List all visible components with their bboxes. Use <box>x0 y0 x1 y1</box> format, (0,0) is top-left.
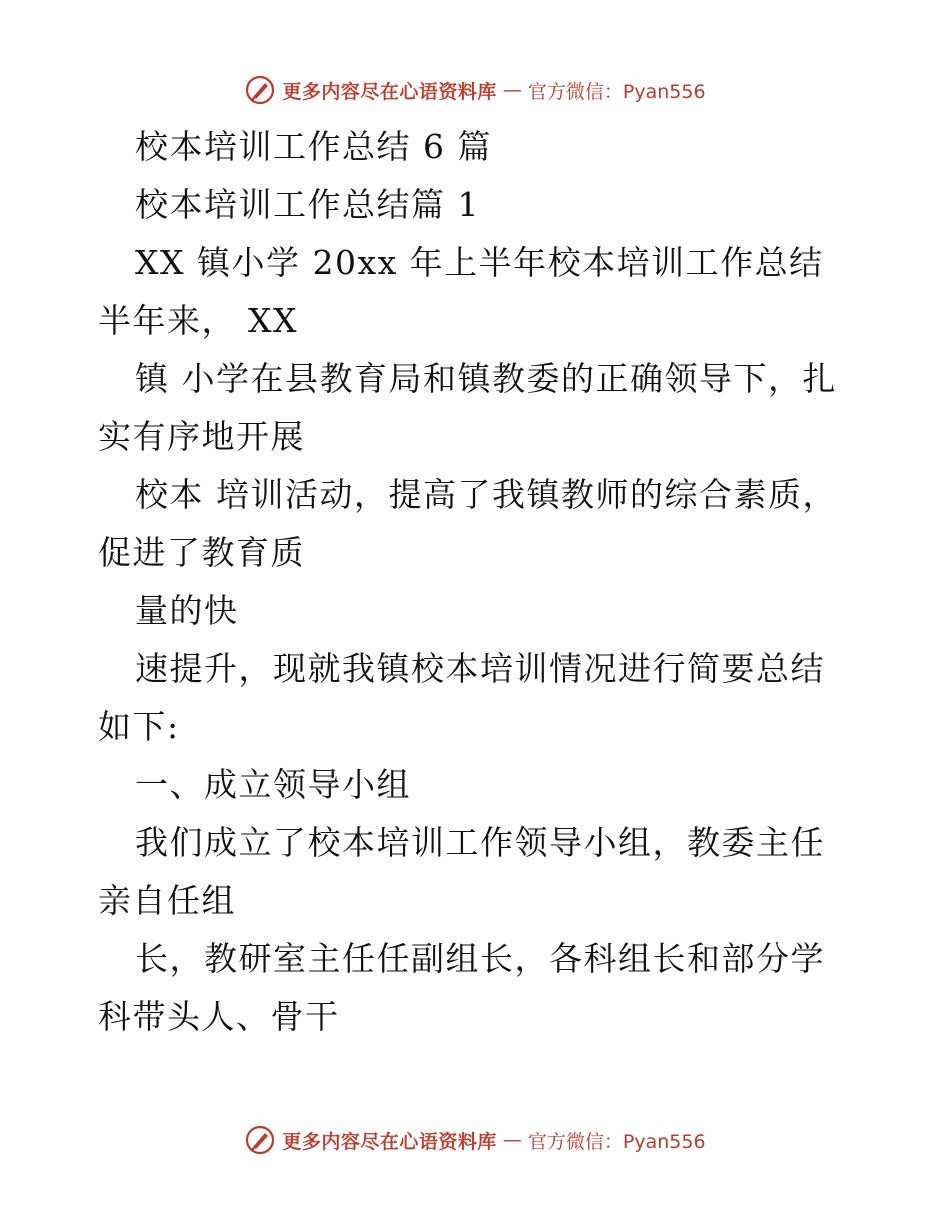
paragraph: 我们成立了校本培训工作领导小组，教委主任亲自任组 <box>98 823 825 920</box>
paragraph: 校本 培训活动，提高了我镇教师的综合素质，促进了教育质 <box>98 475 837 572</box>
document-body <box>98 118 858 1046</box>
pen-quill-logo-icon <box>244 74 276 106</box>
watermark-slogan: 更多内容尽在心语资料库 <box>282 80 497 103</box>
watermark-separator: — <box>502 79 522 101</box>
watermark-banner-top <box>0 70 950 110</box>
paragraph: 速提升，现就我镇校本培训情况进行简要总结如下: <box>98 649 825 746</box>
paragraph: 长，教研室主任任副组长，各科组长和部分学科带头人、骨干 <box>98 939 825 1036</box>
watermark-slogan: 更多内容尽在心语资料库 <box>282 1130 497 1153</box>
section-title: 校本培训工作总结篇 1 <box>135 185 480 224</box>
watermark-banner-bottom <box>0 1120 950 1160</box>
paragraph: 量的快 <box>135 591 239 630</box>
watermark-wechat: 官方微信：Pyan556 <box>527 1130 706 1153</box>
watermark-separator: — <box>502 1129 522 1151</box>
document-title: 校本培训工作总结 6 篇 <box>135 127 492 166</box>
section-heading: 一、成立领导小组 <box>135 765 411 804</box>
watermark-wechat: 官方微信：Pyan556 <box>527 80 706 103</box>
pen-quill-logo-icon <box>244 1124 276 1156</box>
paragraph: XX 镇小学 20xx 年上半年校本培训工作总结半年来， XX <box>98 243 824 340</box>
paragraph: 镇 小学在县教育局和镇教委的正确领导下，扎实有序地开展 <box>98 359 837 456</box>
